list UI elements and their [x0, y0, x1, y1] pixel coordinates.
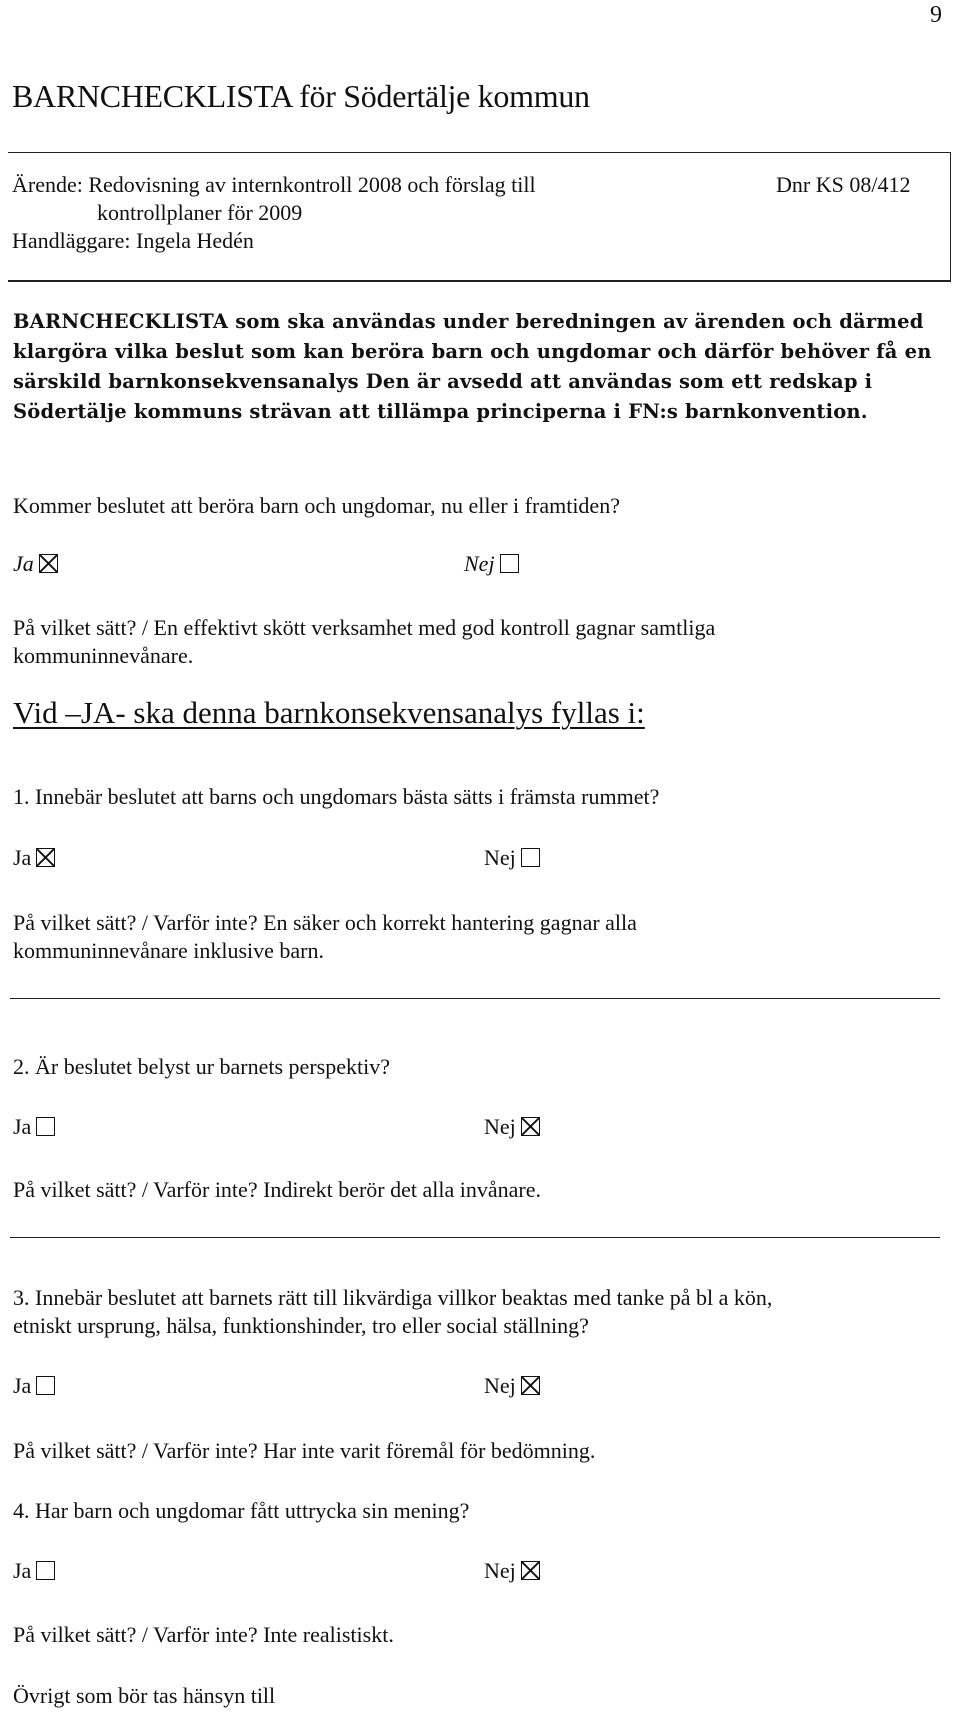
- nej-checkbox[interactable]: [521, 1117, 540, 1136]
- nej-label: Nej: [484, 1373, 516, 1398]
- question-4-nej: [484, 1558, 540, 1584]
- page-number: 9: [930, 2, 942, 28]
- question-4-ja: [13, 1558, 55, 1584]
- check-x-icon: [522, 1377, 539, 1394]
- nej-label: Nej: [484, 845, 516, 870]
- check-x-icon: [522, 1118, 539, 1135]
- question-4-text: 4. Har barn och ungdomar fått uttrycka sin mening?: [13, 1498, 470, 1523]
- nej-label: Nej: [464, 551, 495, 576]
- section-heading: Vid –JA- ska denna barnkonsekvensanalys fyllas i:: [13, 695, 645, 730]
- nej-checkbox[interactable]: [521, 848, 540, 867]
- nej-checkbox[interactable]: [500, 554, 519, 573]
- question-1-text: 1. Innebär beslutet att barns och ungdomars bästa sätts i främsta rummet?: [13, 784, 660, 809]
- intro-paragraph: BARNCHECKLISTA som ska användas under beredningen av ärenden och därmed klargöra vilka beslut som kan beröra barn och ungdomar och därför behöver få en särskild barnkonsekvensanalys Den är avsedd att användas som ett redskap i Södertälje kommuns strävan att tillämpa principerna i FN:s barnkonvention.: [13, 310, 932, 423]
- main-answer-line1: På vilket sätt? / En effektivt skött verksamhet med god kontroll gagnar samtliga: [13, 615, 716, 640]
- question-1-answer-line2: kommuninnevånare inklusive barn.: [13, 938, 324, 963]
- question-1-answer-line1: På vilket sätt? / Varför inte? En säker och korrekt hantering gagnar alla: [13, 910, 637, 935]
- question-2-ja: [13, 1114, 55, 1140]
- question-3-nej: [484, 1373, 540, 1399]
- question-4-answer-line1: På vilket sätt? / Varför inte? Inte realistiskt.: [13, 1622, 394, 1647]
- question-2-answer-line1: På vilket sätt? / Varför inte? Indirekt berör det alla invånare.: [13, 1177, 541, 1202]
- question-2-text: 2. Är beslutet belyst ur barnets perspektiv?: [13, 1054, 390, 1079]
- ja-label: Ja: [13, 1114, 32, 1139]
- ja-checkbox[interactable]: [39, 554, 58, 573]
- case-subject-line2: kontrollplaner för 2009: [97, 200, 303, 225]
- ja-checkbox[interactable]: [36, 848, 55, 867]
- divider-line: [10, 998, 940, 999]
- other-considerations-label: Övrigt som bör tas hänsyn till: [13, 1683, 276, 1708]
- case-handler: Handläggare: Ingela Hedén: [12, 228, 254, 253]
- divider-line: [10, 1237, 940, 1238]
- main-question-text: Kommer beslutet att beröra barn och ungdomar, nu eller i framtiden?: [13, 493, 620, 518]
- ja-label: Ja: [13, 845, 32, 870]
- check-x-icon: [37, 849, 54, 866]
- ja-checkbox[interactable]: [36, 1376, 55, 1395]
- check-x-icon: [522, 1562, 539, 1579]
- main-answer-line2: kommuninnevånare.: [13, 643, 194, 668]
- ja-label: Ja: [13, 551, 34, 576]
- case-dnr: Dnr KS 08/412: [776, 172, 911, 197]
- nej-checkbox[interactable]: [521, 1376, 540, 1395]
- case-subject-line1: Ärende: Redovisning av internkontroll 2008 och förslag till: [12, 172, 536, 197]
- question-3-answer-line1: På vilket sätt? / Varför inte? Har inte varit föremål för bedömning.: [13, 1438, 596, 1463]
- ja-label: Ja: [13, 1558, 32, 1583]
- question-3-text-line1: 3. Innebär beslutet att barnets rätt till likvärdiga villkor beaktas med tanke på bl a kön,: [13, 1285, 773, 1310]
- ja-checkbox[interactable]: [36, 1561, 55, 1580]
- page-title: BARNCHECKLISTA för Södertälje kommun: [12, 78, 590, 114]
- question-3-text-line2: etniskt ursprung, hälsa, funktionshinder, tro eller social ställning?: [13, 1313, 589, 1338]
- nej-label: Nej: [484, 1558, 516, 1583]
- nej-checkbox[interactable]: [521, 1561, 540, 1580]
- question-2-nej: [484, 1114, 540, 1140]
- question-1-ja: [13, 845, 55, 871]
- main-question-nej: [464, 551, 519, 577]
- question-1-nej: [484, 845, 540, 871]
- ja-checkbox[interactable]: [36, 1117, 55, 1136]
- check-x-icon: [40, 555, 57, 572]
- main-question-ja: [13, 551, 58, 577]
- nej-label: Nej: [484, 1114, 516, 1139]
- question-3-ja: [13, 1373, 55, 1399]
- ja-label: Ja: [13, 1373, 32, 1398]
